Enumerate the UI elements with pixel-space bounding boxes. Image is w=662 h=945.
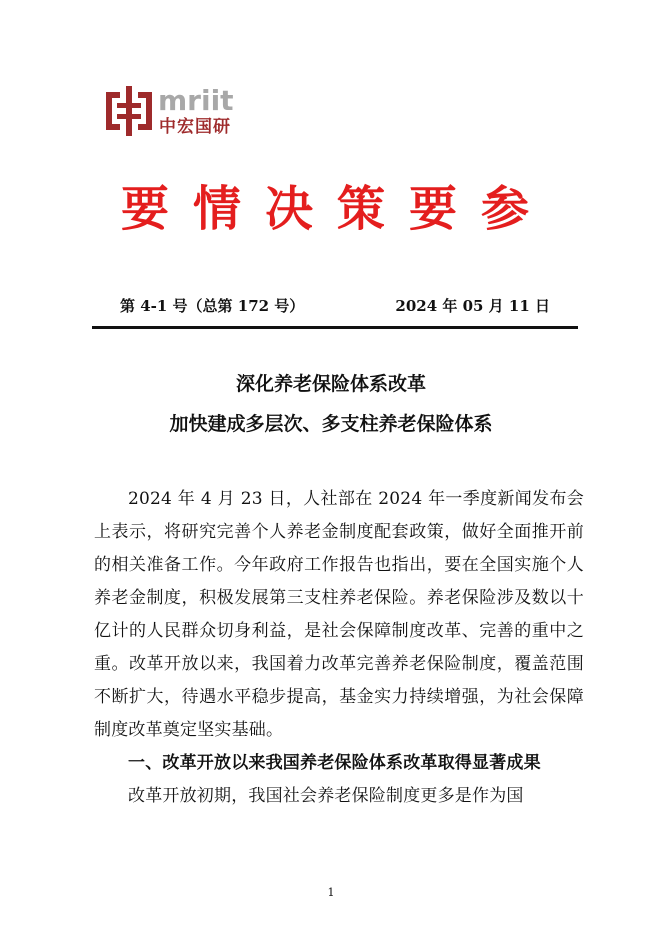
page-number: 1 [327, 886, 335, 899]
logo-brand-en: mriit [158, 84, 234, 117]
body-paragraph-2: 改革开放初期，我国社会养老保险制度更多是作为国 [128, 786, 524, 806]
article-title-line-1: 深化养老保险体系改革 [235, 373, 426, 395]
article-body [94, 483, 584, 813]
issue-date: 2024 年 05 月 11 日 [395, 297, 550, 315]
header-divider [92, 326, 578, 329]
issue-number: 第 4-1 号（总第 172 号） [120, 297, 305, 315]
mriit-logo-mark-icon [106, 86, 152, 136]
section-heading-1: 一、改革开放以来我国养老保险体系改革取得显著成果 [128, 753, 541, 773]
mriit-logo [106, 86, 238, 138]
body-paragraph-1: 2024 年 4 月 23 日，人社部在 2024 年一季度新闻发布会上表示，将研究完善个人养老金制度配套政策，做好全面推开前的相关准备工作。今年政府工作报告也指出，要在全国实施个人养老金制度，积极发展第三支柱养老保险。养老保险涉及数以十亿计的人民群众切身利益，是社会保障制度改革、完善的重中之重。改革开放以来，我国着力改革完善养老保险制度，覆盖范围不断扩大，待遇水平稳步提高，基金实力持续增强，为社会保障制度改革奠定坚实基础。 [94, 489, 584, 740]
masthead-title: 要情决策要参 [120, 181, 553, 237]
article-title-line-2: 加快建成多层次、多支柱养老保险体系 [169, 413, 493, 435]
logo-brand-cn: 中宏国研 [159, 117, 231, 137]
